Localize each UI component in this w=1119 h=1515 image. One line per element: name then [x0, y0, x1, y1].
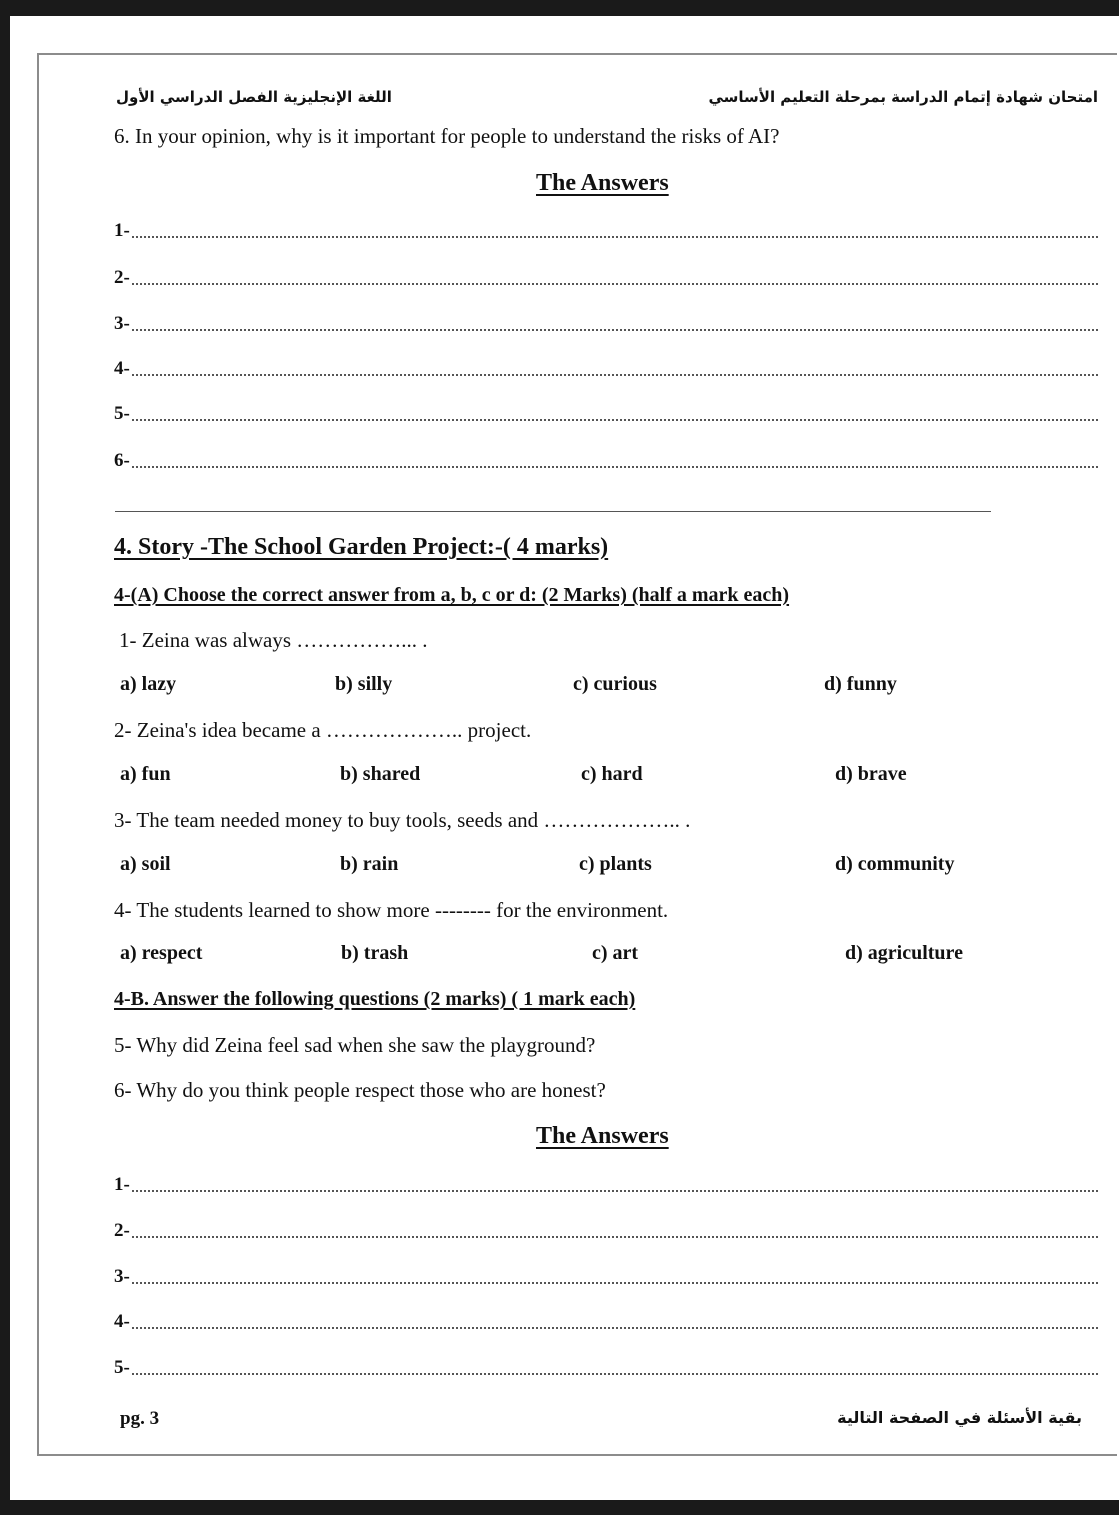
header-exam-title: امتحان شهادة إتمام الدراسة بمرحلة التعليم الأساسي — [708, 88, 1098, 106]
part-a-title: 4-(A) Choose the correct answer from a, b, c or d: (2 Marks) (half a mark each) — [114, 584, 790, 606]
answer-number: 5- — [114, 1357, 130, 1378]
part-b-title: 4-B. Answer the following questions (2 marks) ( 1 mark each) — [114, 988, 636, 1010]
answer-number: 3- — [114, 313, 130, 334]
option-3a[interactable]: a) soil — [120, 853, 171, 875]
answer-number: 2- — [114, 267, 130, 288]
answers-heading-1: The Answers — [536, 170, 669, 196]
option-2d[interactable]: d) brave — [835, 763, 907, 785]
answer-line[interactable] — [114, 448, 1098, 472]
option-1a[interactable]: a) lazy — [120, 673, 177, 695]
continue-note: بقية الأسئلة في الصفحة التالية — [837, 1408, 1082, 1427]
section-divider — [115, 511, 991, 512]
mcq-question-2: 2- Zeina's idea became a ……………….. project. — [114, 718, 532, 742]
answer-number: 5- — [114, 403, 130, 424]
option-2a[interactable]: a) fun — [120, 763, 171, 785]
question-4b-6: 6- Why do you think people respect those who are honest? — [114, 1078, 606, 1102]
mcq-question-1: 1- Zeina was always ……………... . — [119, 628, 428, 652]
answer-line[interactable] — [114, 265, 1098, 289]
exam-page — [10, 16, 1119, 1500]
answer-number: 6- — [114, 450, 130, 471]
answer-number: 1- — [114, 1174, 130, 1195]
question-3-6: 6. In your opinion, why is it important for people to understand the risks of AI? — [114, 124, 780, 148]
option-4c[interactable]: c) art — [592, 942, 639, 964]
answer-line[interactable] — [114, 1355, 1098, 1379]
answer-number: 4- — [114, 1311, 130, 1332]
mcq-question-3: 3- The team needed money to buy tools, seeds and ……………….. . — [114, 808, 691, 832]
page-border — [37, 53, 1117, 1456]
answer-number: 4- — [114, 358, 130, 379]
answer-line[interactable] — [114, 356, 1098, 380]
answer-line[interactable] — [114, 1309, 1098, 1333]
option-4d[interactable]: d) agriculture — [845, 942, 963, 964]
option-4a[interactable]: a) respect — [120, 942, 203, 964]
answer-line[interactable] — [114, 1172, 1098, 1196]
answer-number: 2- — [114, 1220, 130, 1241]
page-number: pg. 3 — [120, 1408, 160, 1429]
option-3c[interactable]: c) plants — [579, 853, 652, 875]
option-1b[interactable]: b) silly — [335, 673, 393, 695]
answer-number: 3- — [114, 1266, 130, 1287]
answer-line[interactable] — [114, 1264, 1098, 1288]
answer-line[interactable] — [114, 1218, 1098, 1242]
option-2c[interactable]: c) hard — [581, 763, 643, 785]
section-4-title: 4. Story -The School Garden Project:-( 4 marks) — [114, 534, 609, 560]
answer-line[interactable] — [114, 401, 1098, 425]
header-subject: اللغة الإنجليزية الفصل الدراسي الأول — [116, 88, 392, 106]
option-1c[interactable]: c) curious — [573, 673, 657, 695]
answer-line[interactable] — [114, 311, 1098, 335]
answer-number: 1- — [114, 220, 130, 241]
option-3b[interactable]: b) rain — [340, 853, 399, 875]
answers-heading-2: The Answers — [536, 1123, 669, 1149]
option-2b[interactable]: b) shared — [340, 763, 421, 785]
answer-line[interactable] — [114, 218, 1098, 242]
option-3d[interactable]: d) community — [835, 853, 955, 875]
option-4b[interactable]: b) trash — [341, 942, 409, 964]
question-4b-5: 5- Why did Zeina feel sad when she saw the playground? — [114, 1033, 596, 1057]
option-1d[interactable]: d) funny — [824, 673, 897, 695]
mcq-question-4: 4- The students learned to show more -------- for the environment. — [114, 898, 669, 922]
